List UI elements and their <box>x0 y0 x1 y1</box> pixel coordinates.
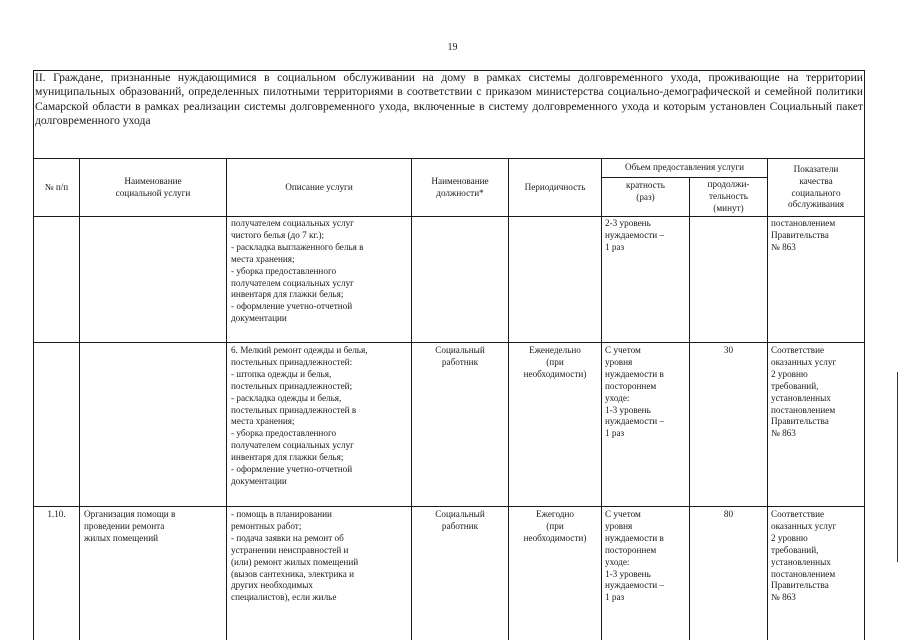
text-line: Наименование <box>124 175 182 186</box>
text-line: тельность <box>709 191 748 202</box>
text-line: (при <box>546 356 564 367</box>
text-line: № 863 <box>771 241 796 252</box>
text-line: устранении неисправностей и <box>231 544 349 555</box>
row2-position <box>412 345 508 506</box>
text-line: 2 уровню <box>771 368 808 379</box>
text-line: работник <box>441 520 479 531</box>
header-volume: Объем предоставления услуги <box>624 162 745 173</box>
text-line: 2 уровню <box>771 532 808 543</box>
row1-duration <box>690 218 767 342</box>
text-line: 1 раз <box>605 241 625 252</box>
text-line: № 863 <box>771 592 796 603</box>
text-line: получателем социальных услуг <box>231 440 354 451</box>
text-line: установленных <box>771 392 831 403</box>
text-line: - раскладка одежды и белья, <box>231 392 342 403</box>
text-line: других необходимых <box>231 580 313 591</box>
text-line: Показатели <box>793 163 839 174</box>
row2-quality <box>771 345 864 506</box>
text-line: необходимости) <box>523 368 587 379</box>
text-line: чистого белья (до 7 кг.); <box>231 229 325 240</box>
row3-position <box>412 509 508 640</box>
row1-quality <box>771 218 864 342</box>
section-title: II. Граждане, признанные нуждающимися в социальном обслуживании на дому в рамках системы долговременного ухода, проживающие на территории муниципальных образований, определенных пилотными территориями в соответствии с приказом министерства социально-демографической и семейной политики Самарской области в рамках реализации системы долговременного ухода, включенные в систему долговременного ухода и которым установлен Социальный пакет долговременного ухода <box>35 71 863 128</box>
header-number: № п/п <box>44 181 69 192</box>
text-line: проведении ремонта <box>84 520 165 531</box>
text-line: постановлением <box>771 404 836 415</box>
text-line: постельных принадлежностей; <box>231 380 353 391</box>
text-line: оказанных услуг <box>771 356 837 367</box>
text-line: документации <box>231 313 287 324</box>
page-number: 19 <box>447 42 458 53</box>
text-line: качества <box>799 175 833 186</box>
text-line: уходе: <box>605 556 630 567</box>
text-line: (при <box>546 520 564 531</box>
text-line: места хранения; <box>231 253 295 264</box>
text-line: установленных <box>771 556 831 567</box>
row3-number: 1.10. <box>47 509 66 519</box>
text-line: социального <box>791 187 841 198</box>
text-line: нуждаемости в <box>605 532 664 543</box>
row2-periodicity <box>509 345 601 506</box>
text-line: должности* <box>436 187 484 198</box>
header-frequency <box>602 178 689 216</box>
header-service-name <box>80 159 226 216</box>
text-line: - уборка предоставленного <box>231 428 337 439</box>
row3-description <box>231 509 411 640</box>
text-line: - помощь в планировании <box>231 509 332 519</box>
text-line: Социальный <box>435 509 485 519</box>
text-line: постановлением <box>771 568 836 579</box>
text-line: Еженедельно <box>529 345 581 355</box>
text-line: нуждаемости в <box>605 368 664 379</box>
text-line: Соответствие <box>771 509 825 519</box>
text-line: - подача заявки на ремонт об <box>231 532 344 543</box>
text-line: документации <box>231 475 287 486</box>
margin-scan-mark <box>897 372 898 562</box>
text-line: С учетом <box>605 345 641 355</box>
header-quality <box>768 159 864 216</box>
row1-description <box>231 218 411 342</box>
text-line: нуждаемости – <box>605 416 665 427</box>
text-line: кратность <box>626 180 665 190</box>
text-line: 2-3 уровень <box>605 218 651 228</box>
text-line: нуждаемости – <box>605 580 665 591</box>
text-line: Правительства <box>771 229 829 240</box>
text-line: 1-3 уровень <box>605 568 651 579</box>
header-position <box>412 159 508 216</box>
text-line: постельных принадлежностей в <box>231 404 357 415</box>
text-line: - уборка предоставленного <box>231 265 337 276</box>
text-line: жилых помещений <box>84 532 159 543</box>
text-line: получателем социальных услуг <box>231 218 354 228</box>
text-line: получателем социальных услуг <box>231 277 354 288</box>
text-line: Организация помощи в <box>84 509 176 519</box>
header-duration <box>690 178 767 216</box>
text-line: требований, <box>771 380 819 391</box>
header-periodicity: Периодичность <box>524 181 586 192</box>
text-line: Соответствие <box>771 345 825 355</box>
text-line: постельных принадлежностей: <box>231 356 353 367</box>
text-line: № 863 <box>771 428 796 439</box>
text-line: социальной услуги <box>115 187 191 198</box>
text-line: постороннем <box>605 380 657 391</box>
row2-duration: 30 <box>723 345 734 355</box>
text-line: Ежегодно <box>536 509 574 519</box>
text-line: Наименование <box>431 175 489 186</box>
text-line: (минут) <box>713 202 744 213</box>
text-line: Правительства <box>771 580 829 591</box>
text-line: оказанных услуг <box>771 520 837 531</box>
text-line: Правительства <box>771 416 829 427</box>
text-line: продолжи- <box>707 179 750 190</box>
text-line: работник <box>441 356 479 367</box>
text-line: постороннем <box>605 544 657 555</box>
row2-description <box>231 345 411 506</box>
text-line: уходе: <box>605 392 630 403</box>
text-line: - оформление учетно-отчетной <box>231 301 353 312</box>
text-line: Социальный <box>435 345 485 355</box>
text-line: 1 раз <box>605 428 625 439</box>
header-description: Описание услуги <box>285 181 353 192</box>
text-line: обслуживания <box>787 199 845 210</box>
row3-quality <box>771 509 864 640</box>
text-line: уровня <box>605 356 633 367</box>
text-line: постановлением <box>771 218 836 228</box>
row3-duration: 80 <box>723 509 734 519</box>
text-line: (вызов сантехника, электрика и <box>231 568 354 579</box>
text-line: 1-3 уровень <box>605 404 651 415</box>
text-line: - раскладка выглаженного белья в <box>231 241 364 252</box>
text-line: необходимости) <box>523 532 587 543</box>
row1-frequency <box>605 218 689 342</box>
text-line: (раз) <box>636 191 655 202</box>
text-line: 6. Мелкий ремонт одежды и белья, <box>231 345 368 355</box>
text-line: уровня <box>605 520 633 531</box>
text-line: нуждаемости – <box>605 229 665 240</box>
text-line: места хранения; <box>231 416 295 427</box>
text-line: - оформление учетно-отчетной <box>231 464 353 475</box>
text-line: специалистов), если жилье <box>231 592 337 603</box>
text-line: С учетом <box>605 509 641 519</box>
text-line: - штопка одежды и белья, <box>231 368 332 379</box>
row2-frequency <box>605 345 689 506</box>
services-table <box>33 70 865 640</box>
row3-service-name <box>84 509 226 640</box>
text-line: требований, <box>771 544 819 555</box>
text-line: инвентаря для глажки белья; <box>231 452 344 463</box>
text-line: инвентаря для глажки белья; <box>231 289 344 300</box>
text-line: ремонтных работ; <box>231 520 302 531</box>
row3-frequency <box>605 509 689 640</box>
text-line: 1 раз <box>605 592 625 603</box>
row3-periodicity <box>509 509 601 640</box>
text-line: (или) ремонт жилых помещений <box>231 556 359 567</box>
